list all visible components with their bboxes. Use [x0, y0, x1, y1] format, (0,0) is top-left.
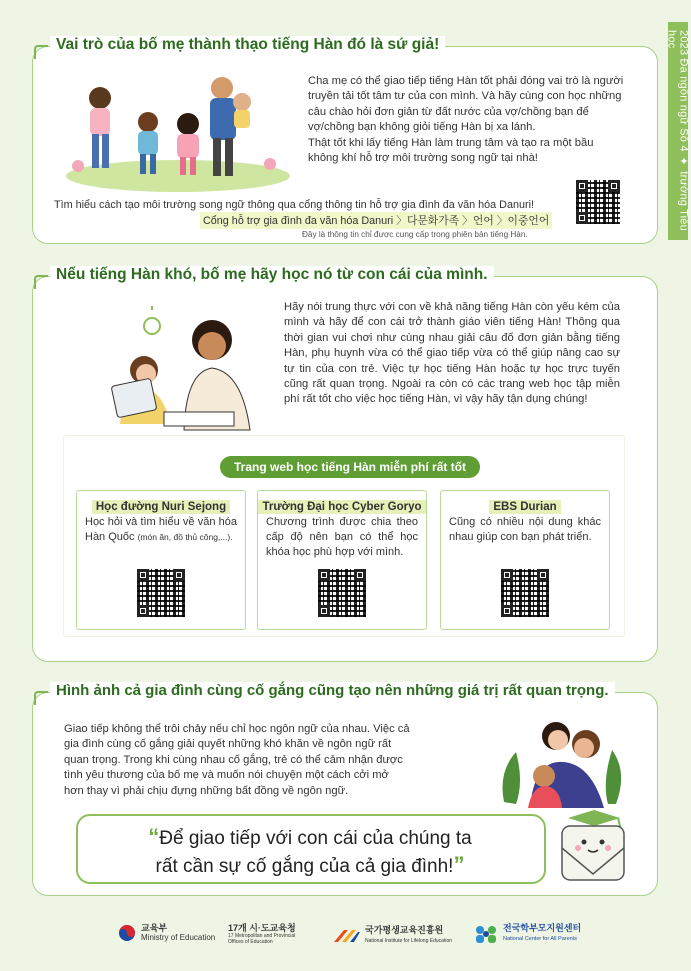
cyber-goryo-qr-code[interactable] [318, 569, 366, 617]
offices-of-education-logo [228, 924, 308, 945]
envelope-mascot-icon [548, 808, 638, 892]
ministry-of-education-logo [118, 924, 215, 942]
danuri-qr-code[interactable] [576, 180, 620, 224]
nile-emblem-icon [334, 928, 360, 944]
site-text-nuri-sejong: Học hỏi và tìm hiểu về văn hóa Hàn Quốc [85, 516, 237, 543]
nuri-sejong-qr-code[interactable] [137, 569, 185, 617]
site-box-ebs-durian[interactable] [440, 490, 610, 630]
logo2-sub: 17 Metropolitan and Provincial Offices of Education [228, 933, 296, 945]
websites-pill: Trang web học tiếng Hàn miễn phí rất tốt [220, 456, 480, 478]
side-tab: 2023 Đa ngôn ngữ Số 4 ✦ trường Tiểu học [668, 22, 688, 240]
parent-child-illustration [104, 306, 260, 430]
quote-line1: Để giao tiếp với con cái của chúng ta [159, 828, 472, 849]
quote-close-mark: ” [453, 852, 465, 877]
quote-text [100, 824, 520, 880]
logo4-sub: National Center for All Parents [503, 936, 577, 942]
site-text-cyber-goryo: Chương trình được chia theo cấp độ nên bạn có thể học khóa học phù hợp với mình. [266, 516, 418, 558]
site-text-ebs-durian: Cũng có nhiều nội dung khác nhau giúp con bạn phát triển. [449, 516, 601, 543]
section1-note: Đây là thông tin chỉ được cung cấp trong phiên bản tiếng Hàn. [302, 230, 528, 239]
section2-title: Nếu tiếng Hàn khó, bố mẹ hãy học nó từ con cái của mình. [50, 266, 494, 284]
site-title-ebs-durian: EBS Durian [489, 500, 560, 514]
quote-line2: rất cần sự cố gắng của cả gia đình! [155, 856, 454, 877]
site-small-nuri-sejong: (món ăn, đồ thủ công,...). [137, 532, 233, 542]
section3-title: Hình ảnh cả gia đình cùng cố gắng cũng tạo nên những giá trị rất quan trọng. [50, 682, 615, 699]
section2-paragraph: Hãy nói trung thực với con về khả năng tiếng Hàn còn yếu kém của mình và hãy để con cái trở thành giáo viên tiếng Hàn! Thông qua thời gian vui chơi như cùng nhau giải câu đố đơn giản bằng tiếng Hàn, phụ huynh vừa có thể giao tiếp vừa có thể giúp nâng cao sự tự tin của con trẻ. Việc tự học tiếng Hàn hoặc tự học trực tuyến cũng rất quan trọng. Ngoài ra còn có các trang web học tập miễn phí rất tốt cho việc học tiếng Hàn, vì vậy hãy tận dụng chúng! [284, 301, 620, 406]
quote-open-mark: “ [148, 824, 160, 849]
section1-title: Vai trò của bố mẹ thành thạo tiếng Hàn đó là sứ giả! [50, 36, 445, 54]
site-box-cyber-goryo[interactable] [257, 490, 427, 630]
danuri-link[interactable]: Cổng hỗ trợ gia đình đa văn hóa Danuri 〉다문화가족 〉언어 〉이중언어 [200, 212, 552, 229]
taegeuk-icon [118, 924, 136, 942]
section1-info-line: Tìm hiểu cách tạo môi trường song ngữ thông qua cổng thông tin hỗ trợ gia đình đa văn hóa Danuri! [54, 199, 534, 211]
logo3-sub: National Institute for Lifelong Education [365, 938, 452, 944]
parents-people-icon [474, 925, 498, 943]
site-title-cyber-goryo: Trường Đại học Cyber Goryo [258, 500, 425, 514]
logo3-name: 국가평생교육진흥원 [365, 925, 444, 935]
nile-logo [334, 926, 452, 946]
section1-paragraph [308, 74, 626, 166]
section1-paragraph1: Cha mẹ có thể giao tiếp tiếng Hàn tốt phải đóng vai trò là người truyền tải tốt tâm tư của con mình. Và hãy cùng con học những câu chào hỏi đơn giản từ đất nước của vợ/chồng bạn để vợ/chồng bạn không giỏi tiếng Hàn bị xa lánh. [308, 75, 624, 134]
section1-paragraph2: Thật tốt khi lấy tiếng Hàn làm trung tâm và tạo ra một bầu không khí hỗ trợ môi trường song ngữ tại nhà! [308, 136, 594, 165]
section3-paragraph: Giao tiếp không thể trôi chảy nếu chỉ học ngôn ngữ của nhau. Việc cả gia đình cùng cố gắng giải quyết những khó khăn về ngôn ngữ rất quan trọng. Trong khi cùng nhau cố gắng, trẻ có thể cảm nhận được tình yêu thương của bố mẹ và muốn nói chuyện một cách cởi mở hơn thay vì phải chịu đựng những bất đồng về ngôn ngữ. [64, 723, 410, 797]
logo2-name: 17개 시·도교육청 [228, 923, 296, 933]
logo4-name: 전국학부모지원센터 [503, 923, 582, 933]
site-box-nuri-sejong[interactable] [76, 490, 246, 630]
parents-center-logo [474, 924, 581, 944]
family-illustration [60, 68, 290, 193]
logo1-sub: Ministry of Education [141, 933, 216, 942]
logo1-name: 교육부 [141, 923, 168, 933]
site-title-nuri-sejong: Học đường Nuri Sejong [92, 500, 230, 514]
family-hug-illustration [494, 712, 630, 808]
ebs-durian-qr-code[interactable] [501, 569, 549, 617]
